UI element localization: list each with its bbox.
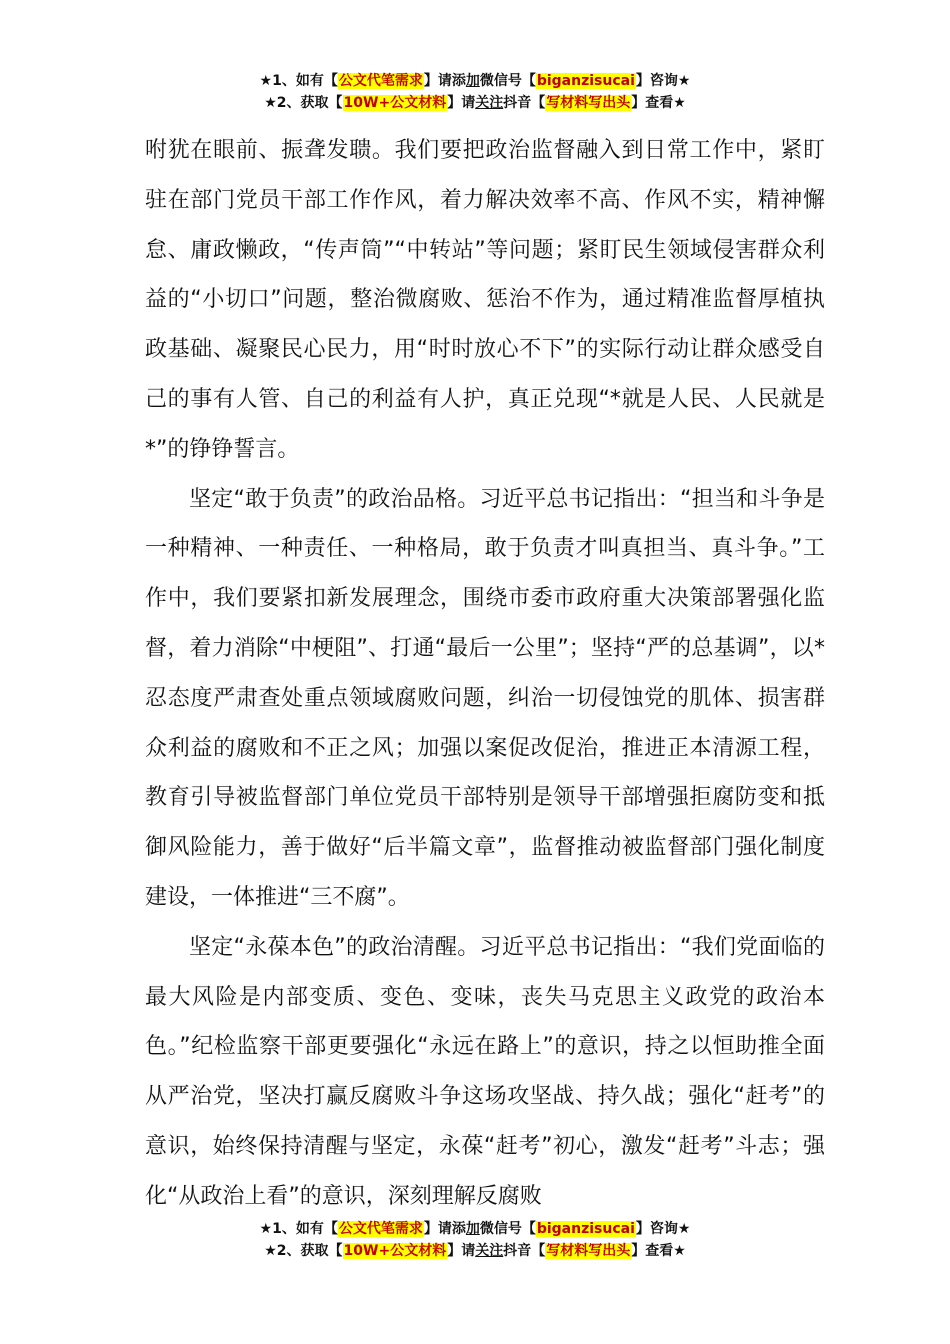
banner-text: 2、获取【 <box>276 1243 343 1259</box>
banner-text: 】查看★ <box>631 95 686 111</box>
banner-text: 抖音【 <box>503 1243 546 1259</box>
banner-text: 1、如有【 <box>272 1221 338 1237</box>
star-icon: ★ <box>259 73 273 89</box>
material-highlight: 10W+公文材料 <box>343 1243 447 1259</box>
banner-line-2 <box>0 92 950 114</box>
douyin-account-highlight: 写材料写出头 <box>546 1243 631 1259</box>
document-body <box>145 126 825 1222</box>
banner-text: 】查看★ <box>631 1243 686 1259</box>
star-icon: ★ <box>264 95 277 111</box>
paragraph-true-colors: 坚定“永葆本色”的政治清醒。习近平总书记指出：“我们党面临的最大风险是内部变质、变色、变味，丧失马克思主义政党的政治本色。”纪检监察干部更要强化“永远在路上”的意识，持之以恒助推全面从严治党，坚决打赢反腐败斗争这场攻坚战、持久战；强化“赶考”的意识，始终保持清醒与坚定，永葆“赶考”初心，激发“赶考”斗志；强化“从政治上看”的意识，深刻理解反腐败 <box>145 934 825 1209</box>
banner-emphasis: 加 <box>465 73 480 89</box>
service-highlight: 公文代笔需求 <box>338 1221 423 1237</box>
banner-emphasis: 加 <box>465 1221 480 1237</box>
banner-line-1 <box>0 1218 950 1240</box>
header-banner <box>0 70 950 114</box>
banner-text: 抖音【 <box>503 95 546 111</box>
footer-banner <box>0 1218 950 1262</box>
banner-text: 】咨询★ <box>635 1221 691 1237</box>
star-icon: ★ <box>264 1243 277 1259</box>
star-icon: ★ <box>259 1221 273 1237</box>
banner-text: 】请 <box>447 1243 476 1259</box>
banner-line-2 <box>0 1240 950 1262</box>
banner-text: 】咨询★ <box>635 73 691 89</box>
douyin-account-highlight: 写材料写出头 <box>546 95 631 111</box>
banner-text: 微信号【 <box>479 73 536 89</box>
banner-text: 】请添 <box>423 73 466 89</box>
service-highlight: 公文代笔需求 <box>338 73 423 89</box>
banner-emphasis: 关注 <box>475 1243 504 1259</box>
banner-text: 1、如有【 <box>272 73 338 89</box>
banner-text: 2、获取【 <box>276 95 343 111</box>
banner-text: 】请添 <box>423 1221 466 1237</box>
material-highlight: 10W+公文材料 <box>343 95 447 111</box>
banner-emphasis: 关注 <box>475 95 504 111</box>
banner-text: 微信号【 <box>479 1221 536 1237</box>
wechat-id-highlight: biganzisucai <box>536 1221 635 1237</box>
paragraph-responsibility: 坚定“敢于负责”的政治品格。习近平总书记指出：“担当和斗争是一种精神、一种责任、一种格局，敢于负责才叫真担当、真斗争。”工作中，我们要紧扣新发展理念，围绕市委市政府重大决策部署强化监督，着力消除“中梗阻”、打通“最后一公里”；坚持“严的总基调”，以*忍态度严肃查处重点领域腐败问题，纠治一切侵蚀党的肌体、损害群众利益的腐败和不正之风；加强以案促改促治，推进正本清源工程，教育引导被监督部门单位党员干部特别是领导干部增强拒腐防变和抵御风险能力，善于做好“后半篇文章”，监督推动被监督部门强化制度建设，一体推进“三不腐”。 <box>145 486 825 910</box>
wechat-id-highlight: biganzisucai <box>536 73 635 89</box>
paragraph-continuation: 咐犹在眼前、振聋发聩。我们要把政治监督融入到日常工作中，紧盯驻在部门党员干部工作作风，着力解决效率不高、作风不实，精神懈怠、庸政懒政，“传声筒”“中转站”等问题；紧盯民生领域侵害群众利益的“小切口”问题，整治微腐败、惩治不作为，通过精准监督厚植执政基础、凝聚民心民力，用“时时放心不下”的实际行动让群众感受自己的事有人管、自己的利益有人护，真正兑现“*就是人民、人民就是*”的铮铮誓言。 <box>145 138 825 462</box>
banner-line-1 <box>0 70 950 92</box>
banner-text: 】请 <box>447 95 476 111</box>
